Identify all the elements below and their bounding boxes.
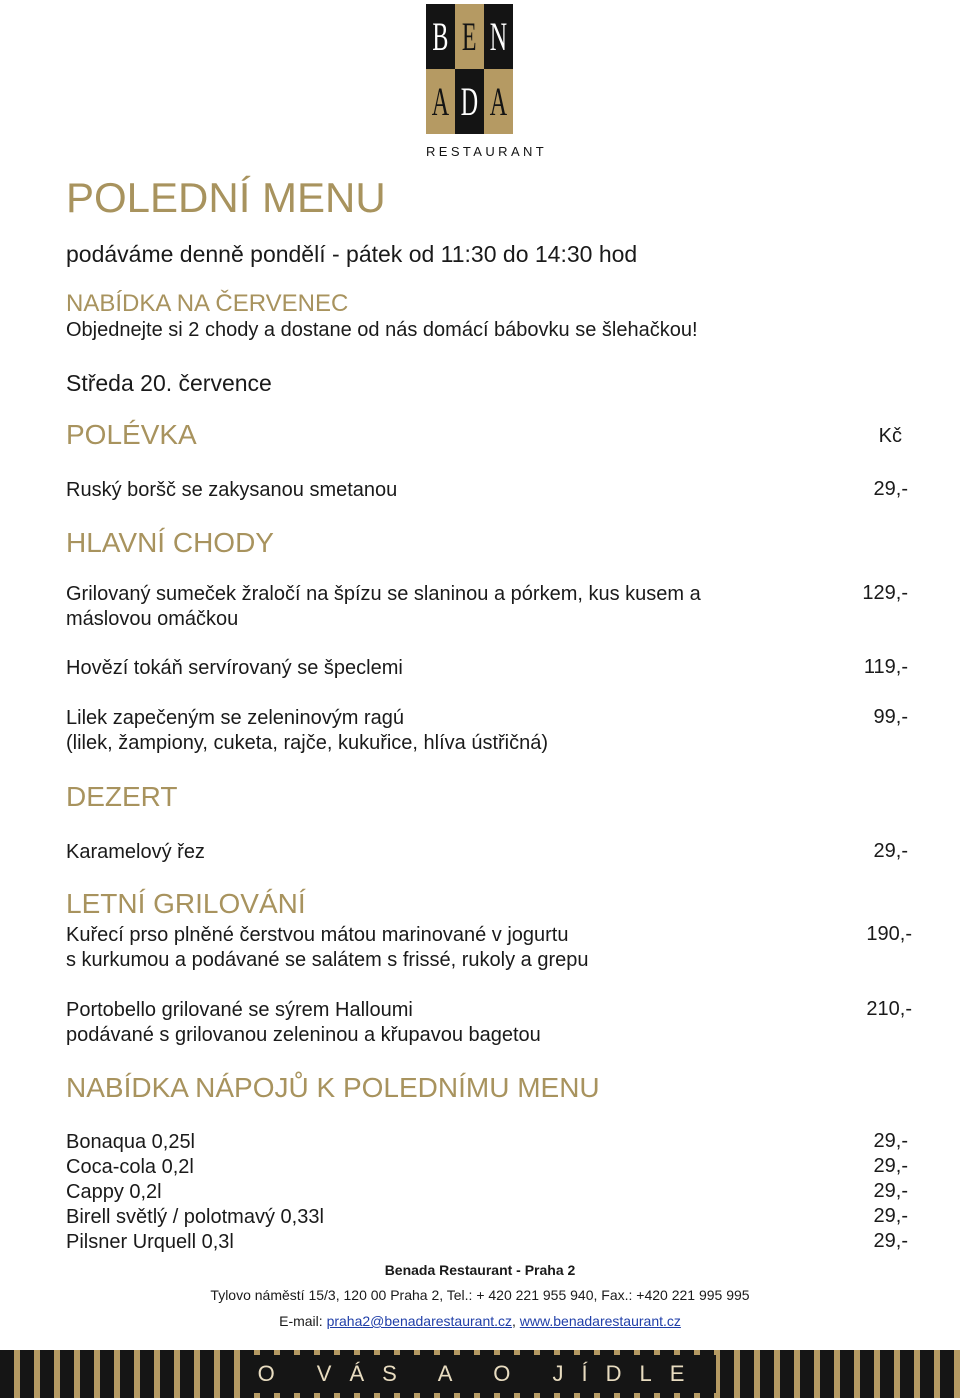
menu-item-description: s kurkumou a podávané se salátem s frissé, rukoly a grepu: [66, 949, 589, 971]
menu-item-name: Lilek zapečeným se zeleninovým ragú: [66, 707, 404, 729]
opening-hours: podáváme denně pondělí - pátek od 11:30 do 14:30 hod: [66, 241, 638, 267]
offer-text: Objednejte si 2 chody a dostane od nás domácí bábovku se šlehačkou!: [66, 319, 698, 341]
drink-price: 29,-: [873, 1230, 908, 1252]
logo-letter: D: [455, 69, 484, 134]
menu-item-name: Hovězí tokáň servírovaný se špeclemi: [66, 657, 403, 679]
logo-letter: N: [484, 4, 513, 69]
drink-price: 29,-: [873, 1155, 908, 1177]
menu-item-name: Ruský boršč se zakysanou smetanou: [66, 479, 398, 501]
menu-item-description: podávané s grilovanou zeleninou a křupavou bagetou: [66, 1024, 541, 1046]
drink-name: Pilsner Urquell 0,3l: [66, 1231, 234, 1253]
currency-label: Kč: [878, 425, 902, 447]
drink-name: Coca-cola 0,2l: [66, 1156, 194, 1178]
page-title: POLEDNÍ MENU: [66, 174, 386, 221]
menu-item-description: (lilek, žampiony, cuketa, rajče, kukuřice, hlíva ústřičná): [66, 732, 549, 754]
footer-restaurant-name: Benada Restaurant - Praha 2: [384, 1262, 576, 1278]
drink-price: 29,-: [873, 1130, 908, 1152]
section-heading-dessert: DEZERT: [66, 781, 178, 812]
section-heading-soup: POLÉVKA: [66, 419, 197, 450]
menu-item-description: máslovou omáčkou: [66, 608, 239, 630]
menu-item-price: 129,-: [862, 582, 908, 604]
email-label: E-mail:: [279, 1313, 327, 1329]
website-link[interactable]: www.benadarestaurant.cz: [519, 1313, 681, 1329]
restaurant-logo: [426, 4, 548, 159]
menu-item-price: 119,-: [863, 656, 908, 678]
drink-name: Birell světlý / polotmavý 0,33l: [66, 1206, 324, 1228]
menu-item-name: Portobello grilované se sýrem Halloumi: [66, 999, 413, 1021]
logo-letter: B: [426, 4, 455, 69]
drink-name: Bonaqua 0,25l: [66, 1131, 196, 1153]
section-heading-mains: HLAVNÍ CHODY: [66, 527, 274, 558]
logo-letter: A: [484, 69, 513, 134]
menu-item-price: 99,-: [873, 706, 908, 728]
menu-item-name: Kuřecí prso plněné čerstvou mátou marinované v jogurtu: [66, 924, 569, 946]
menu-item-price: 29,-: [873, 840, 908, 862]
menu-item-price: 190,-: [866, 923, 912, 945]
logo-letter: A: [426, 69, 455, 134]
footer-address: Tylovo náměstí 15/3, 120 00 Praha 2, Tel.: + 420 221 955 940, Fax.: +420 221 995 995: [210, 1287, 750, 1303]
menu-item-name: Karamelový řez: [66, 841, 205, 863]
drink-price: 29,-: [873, 1180, 908, 1202]
menu-item-price: 210,-: [866, 998, 912, 1020]
menu-item-price: 29,-: [873, 478, 908, 500]
section-heading-drinks: NABÍDKA NÁPOJŮ K POLEDNÍMU MENU: [66, 1072, 600, 1103]
menu-item-name: Grilovaný sumeček žraločí na špízu se slaninou a pórkem, kus kusem a: [66, 583, 701, 605]
drink-price: 29,-: [873, 1205, 908, 1227]
menu-date: Středa 20. července: [66, 370, 272, 396]
banner: [0, 1350, 960, 1398]
logo-letter: E: [455, 4, 484, 69]
contact-separator: ,: [512, 1313, 520, 1329]
drink-name: Cappy 0,2l: [66, 1181, 162, 1203]
logo-subtitle: RESTAURANT: [426, 144, 548, 159]
email-link[interactable]: praha2@benadarestaurant.cz: [326, 1313, 513, 1329]
offer-heading: NABÍDKA NA ČERVENEC: [66, 290, 349, 317]
footer-contact: [0, 1313, 960, 1329]
logo-grid: [426, 4, 512, 134]
section-heading-grill: LETNÍ GRILOVÁNÍ: [66, 888, 306, 919]
banner-text: O VÁS A O JÍDLE: [244, 1355, 717, 1393]
